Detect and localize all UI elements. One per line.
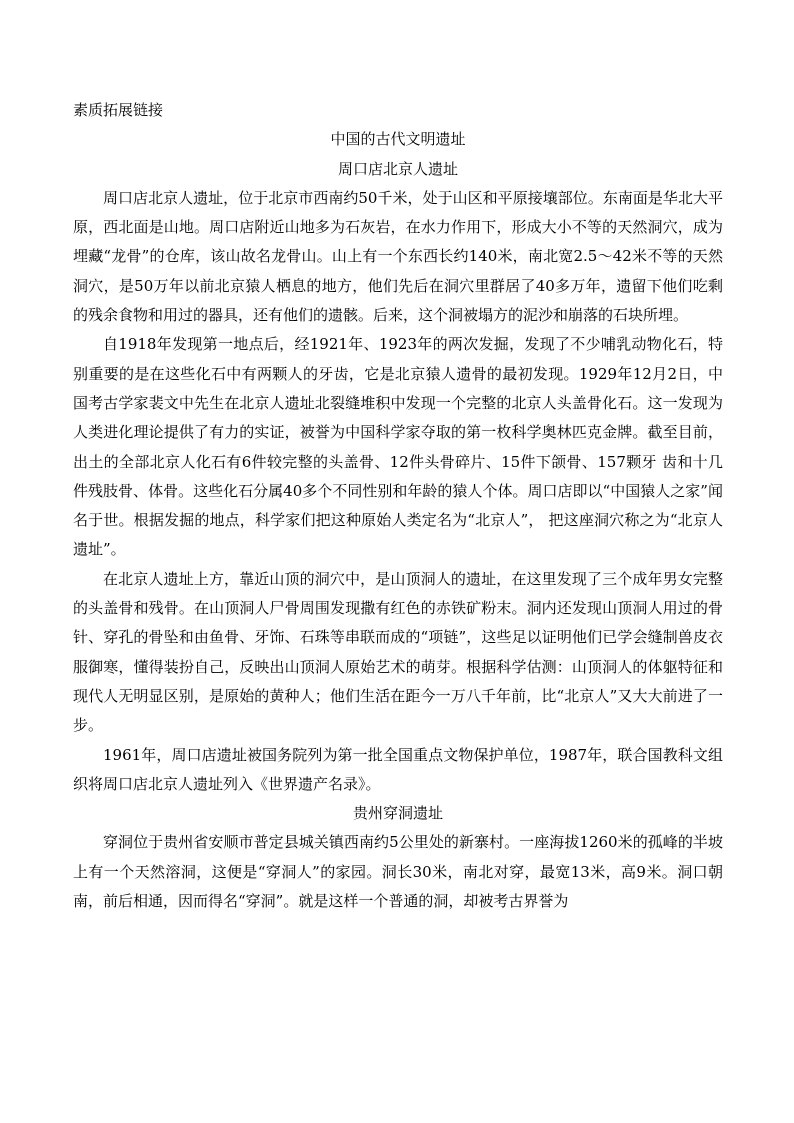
paragraph: 穿洞位于贵州省安顺市普定县城关镇西南约5公里处的新寨村。一座海拔1260米的孤峰的半坡上有一个天然溶洞，这便是“穿洞人”的家园。洞长30米，南北对穿，最宽13米，高9米。洞口朝南，前后相通，因而得名“穿洞”。就是这样一个普通的洞，却被考古界誉为: [73, 833, 723, 911]
document-page: [73, 96, 723, 916]
paragraph: 1961年，周口店遗址被国务院列为第一批全国重点文物保护单位，1987年，联合国教科文组织将周口店北京人遗址列入《世界遗产名录》。: [73, 745, 723, 793]
paragraph: 在北京人遗址上方，靠近山顶的洞穴中，是山顶洞人的遗址，在这里发现了三个成年男女完整的头盖骨和残骨。在山顶洞人尸骨周围发现撒有红色的赤铁矿粉末。洞内还发现山顶洞人用过的骨针、穿孔的骨坠和由鱼骨、牙饰、石珠等串联而成的“项链”，这些足以证明他们已学会缝制兽皮衣服御寒，懂得装扮自己，反映出山顶洞人原始艺术的萌芽。根据科学估测：山顶洞人的体躯特征和现代人无明显区别，是原始的黄种人；他们生活在距今一万八千年前，比“北京人”又大大前进了一步。: [73, 569, 723, 735]
main-title: 中国的古代文明遗址: [330, 130, 466, 149]
section-heading-chuandong: 贵州穿洞遗址: [352, 804, 443, 823]
section-label: 素质拓展链接: [73, 101, 164, 119]
paragraph: 周口店北京人遗址，位于北京市西南约50千米，处于山区和平原接壤部位。东南面是华北大平原，西北面是山地。周口店附近山地多为石灰岩，在水力作用下，形成大小不等的天然洞穴，成为埋藏“龙骨”的仓库，该山故名龙骨山。山上有一个东西长约140米，南北宽2.5～42米不等的天然洞穴，是50万年以前北京猿人栖息的地方，他们先后在洞穴里群居了40多万年，遗留下他们吃剩的残余食物和用过的器具，还有他们的遗骸。后来，这个洞被塌方的泥沙和崩落的石块所埋。: [73, 188, 723, 325]
paragraph: 自1918年发现第一地点后，经1921年、1923年的两次发掘，发现了不少哺乳动物化石，特别重要的是在这些化石中有两颗人的牙齿，它是北京猿人遗骨的最初发现。1929年12月2日，中国考古学家裴文中先生在北京人遗址北裂缝堆积中发现一个完整的北京人头盖骨化石。这一发现为人类进化理论提供了有力的实证，被誉为中国科学家夺取的第一枚科学奥林匹克金牌。截至目前，出土的全部北京人化石有6件较完整的头盖骨、12件头骨碎片、15件下颌骨、157颗牙 齿和十几件残肢骨、体骨。这些化石分属40多个不同性别和年龄的猿人个体。周口店即以“中国猿人之家”闻名于世。根据发掘的地点，科学家们把这种原始人类定名为“北京人”， 把这座洞穴称之为“北京人遗址”。: [73, 335, 723, 559]
section-heading-zhoukoudian: 周口店北京人遗址: [337, 159, 458, 178]
